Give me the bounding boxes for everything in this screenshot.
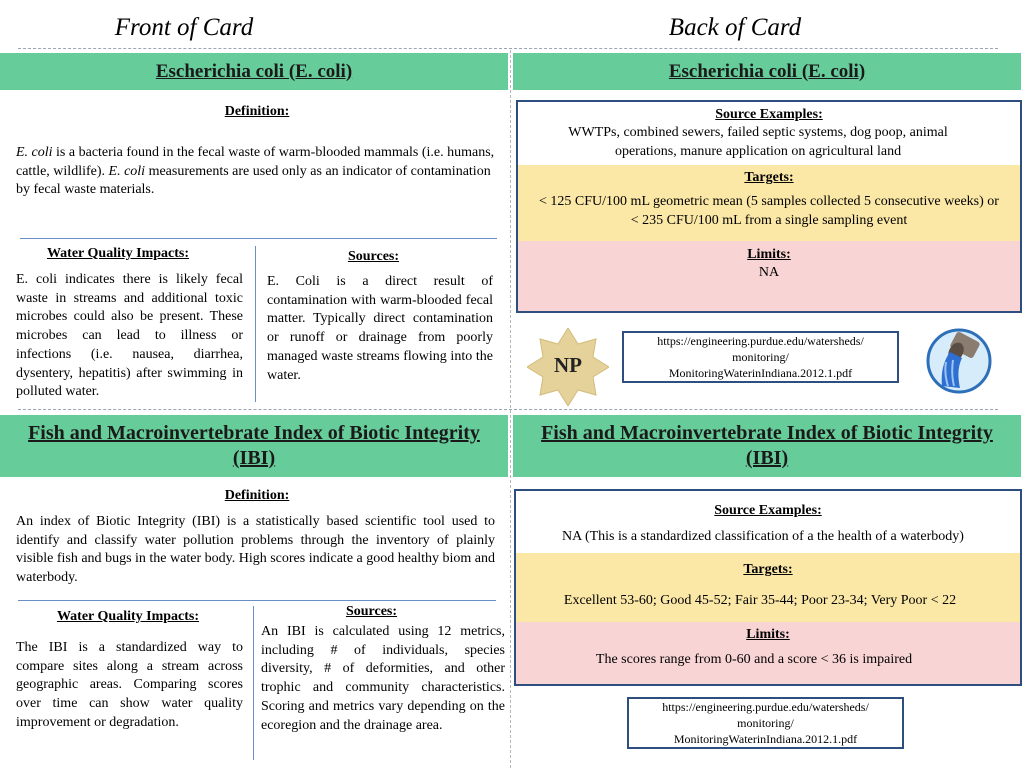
card2-targets-heading: Targets: (743, 562, 793, 577)
card2-front-title: Fish and Macroinvertebrate Index of Biotic Integrity (IBI) (28, 422, 480, 469)
card2-section-rule (18, 600, 496, 601)
card1-reference-url[interactable] (657, 333, 864, 381)
card1-impacts-text: E. coli indicates there is likely fecal waste in streams and additional toxic microbes could also be present. These microbes can lead to illness or infections (i.e. nausea, diarrhea, dysentery, hepatitis) after swimming in polluted water. (16, 272, 243, 400)
card1-back-title: Escherichia coli (E. coli) (668, 60, 866, 82)
card2-source-examples-band (516, 491, 1020, 553)
card1-targets-band (518, 165, 1020, 241)
card2-front-title-banner (0, 415, 508, 477)
card1-front-title: Escherichia coli (E. coli) (155, 60, 353, 82)
card1-definition-heading: Definition: (224, 104, 290, 119)
card1-reference-link[interactable] (622, 331, 899, 383)
card2-source-examples-heading: Source Examples: (714, 503, 822, 518)
back-of-card-title: Back of Card (668, 14, 802, 41)
card2-impacts-heading: Water Quality Impacts: (56, 609, 200, 624)
card2-column-rule (253, 606, 254, 760)
card2-limits-band (516, 622, 1020, 684)
card2-targets-band (516, 553, 1020, 622)
card1-source-examples-band (518, 102, 1020, 165)
card1-column-rule (255, 246, 256, 402)
card2-back-panel (514, 489, 1022, 686)
card1-definition-term: E. coli (16, 145, 53, 160)
card1-limits-band (518, 241, 1020, 311)
url-line: monitoring/ (737, 716, 794, 730)
card2-limits-heading: Limits: (746, 627, 790, 642)
card1-sources-text: E. Coli is a direct result of contamination with warm-blooded fecal matter. Typically direct contamination or runoff or drainage from poorly managed waste streams flowing into the water. (267, 274, 493, 383)
card2-targets-text: Excellent 53-60; Good 45-52; Fair 35-44; Poor 23-34; Very Poor < 22 (563, 593, 957, 608)
card2-definition-heading: Definition: (224, 488, 290, 503)
card2-reference-link[interactable] (627, 697, 904, 749)
card1-targets-heading: Targets: (744, 170, 794, 185)
card1-source-examples-heading: Source Examples: (715, 107, 823, 122)
url-line: https://engineering.purdue.edu/watersheds/ (662, 700, 869, 714)
card1-back-title-banner (513, 53, 1021, 90)
card2-reference-url[interactable] (662, 699, 869, 747)
card1-limits-heading: Limits: (747, 247, 791, 262)
middle-dashed-divider (18, 409, 998, 410)
card1-impacts-heading (18, 246, 218, 262)
card1-source-examples-text: WWTPs, combined sewers, failed septic systems, dog poop, animal operations, manure application on agricultural land (568, 125, 948, 159)
card2-source-examples-text: NA (This is a standardized classification of a the health of a waterbody) (562, 529, 964, 544)
card2-impacts-text: The IBI is a standardized way to compare sites along a stream across geographic areas. Comparing scores over time can show water quality improvement or degradation. (16, 640, 243, 730)
card1-impacts-heading-text: Water Quality Impacts: (46, 246, 190, 261)
card2-limits-text: The scores range from 0-60 and a score < 36 is impaired (595, 652, 913, 667)
card1-definition-term: E. coli (108, 163, 146, 179)
card1-front-title-banner (0, 53, 508, 90)
url-line: https://engineering.purdue.edu/watersheds/ (657, 334, 864, 348)
card1-definition-part: is a bacteria found in the fecal waste of warm-blooded mammals (i.e. humans, cattle, wildlife). (16, 145, 495, 179)
card2-sources-text: An IBI is calculated using 12 metrics, including # of individuals, species diversity, # of deformities, and other trophic and community characteristics. Scoring and metrics vary depending on the ecoregion and the drainage area. (261, 624, 505, 733)
card1-targets-text: < 125 CFU/100 mL geometric mean (5 samples collected 5 consecutive weeks) or < 235 CFU/100 mL from a single sampling event (539, 194, 999, 228)
top-dashed-divider (18, 48, 998, 49)
center-dashed-divider (510, 50, 511, 768)
outfall-pipe-icon (926, 328, 992, 394)
card2-definition-text: An index of Biotic Integrity (IBI) is a statistically based scientific tool used to identify and classify water pollution problems through the inventory of plainly visible fish and bugs in the water body. High scores indicate a good healthy biom and waterbody. (16, 514, 495, 586)
card1-limits-text: NA (758, 265, 780, 280)
card1-section-rule (20, 238, 497, 239)
card2-back-title-banner (513, 415, 1021, 477)
card1-definition-text (16, 144, 498, 200)
url-line: MonitoringWaterinIndiana.2012.1.pdf (673, 732, 858, 746)
url-line: monitoring/ (732, 350, 789, 364)
star-badge-icon (527, 328, 609, 406)
np-badge-label: NP (554, 353, 582, 377)
card2-sources-heading: Sources: (345, 604, 398, 619)
card1-definition-part: measurements are used only as an indicator of contamination by fecal waste materials. (16, 163, 491, 198)
front-of-card-title: Front of Card (114, 14, 254, 41)
card1-sources-heading: Sources: (347, 249, 400, 264)
card2-back-title: Fish and Macroinvertebrate Index of Biotic Integrity (IBI) (541, 422, 993, 469)
card1-back-panel (516, 100, 1022, 313)
url-line: MonitoringWaterinIndiana.2012.1.pdf (668, 366, 853, 380)
outfall-pipe-graphic (926, 328, 992, 394)
